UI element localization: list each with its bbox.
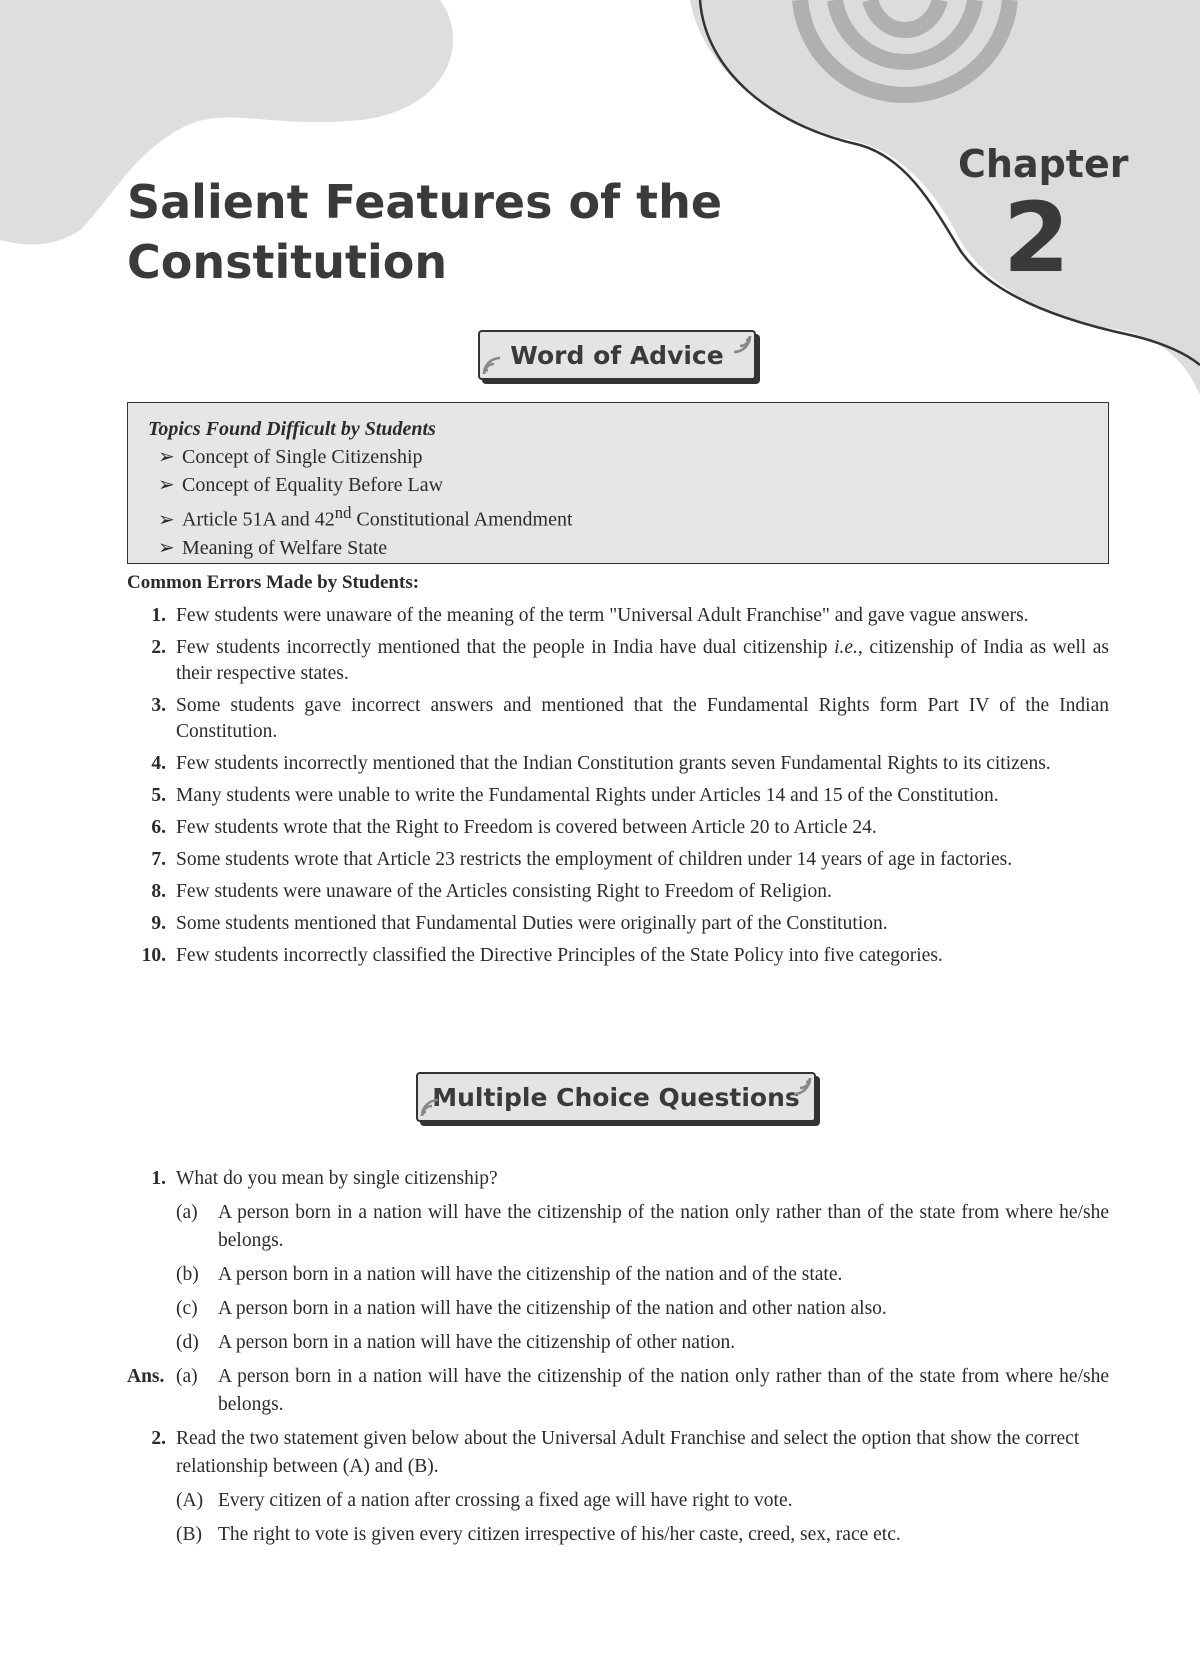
question-1 xyxy=(127,1165,1109,1193)
statement-letter: (A) xyxy=(176,1490,204,1511)
chapter-label: Chapter xyxy=(958,142,1129,186)
topic-text: Meaning of Welfare State xyxy=(182,536,388,559)
item-text: Few students were unaware of the meaning of the term "Universal Adult Franchise" and gave vague answers. xyxy=(176,605,1029,626)
question-text: What do you mean by single citizenship? xyxy=(176,1168,498,1189)
topic-text: Concept of Equality Before Law xyxy=(182,474,444,496)
item-text: Some students wrote that Article 23 restricts the employment of children under 14 years of age in factories. xyxy=(176,849,1013,870)
word-of-advice-heading xyxy=(478,330,756,380)
text-segment: Few students incorrectly mentioned that the people in India have dual citizenship xyxy=(176,637,835,658)
question-text: Read the two statement given below about the Universal Adult Franchise and select the option that show the correct relationship between (A) and (B). xyxy=(176,1428,1080,1477)
statement-b xyxy=(127,1521,1109,1549)
option-letter: (d) xyxy=(176,1332,199,1353)
option-letter: (b) xyxy=(176,1264,199,1285)
item-number: 8. xyxy=(151,881,166,902)
statement-text: Every citizen of a nation after crossing a fixed age will have right to vote. xyxy=(218,1490,793,1511)
item-text: Few students incorrectly classified the Directive Principles of the State Policy into five categories. xyxy=(176,945,943,966)
question-number: 1. xyxy=(151,1168,166,1189)
option-text: A person born in a nation will have the citizenship of the nation and other nation also. xyxy=(218,1298,887,1319)
question-2 xyxy=(127,1425,1109,1481)
text-segment: citizenship of India as well as their respective states. xyxy=(176,637,1109,684)
list-item xyxy=(127,603,1109,629)
option-d xyxy=(127,1329,1109,1357)
list-item xyxy=(127,847,1109,873)
item-text: Few students incorrectly mentioned that the Indian Constitution grants seven Fundamental Rights to its citizens. xyxy=(176,753,1051,774)
item-number: 2. xyxy=(151,637,166,658)
option-c xyxy=(127,1295,1109,1323)
signal-waves-icon xyxy=(482,350,508,376)
page-title-line-2: Constitution xyxy=(127,235,448,289)
common-errors-heading: Common Errors Made by Students: xyxy=(127,572,420,593)
answer-text: A person born in a nation will have the citizenship of the nation only rather than of the state from where he/she belongs. xyxy=(218,1366,1109,1415)
answer-label: Ans. xyxy=(127,1366,165,1387)
item-number: 6. xyxy=(151,817,166,838)
page-title-line-1: Salient Features of the xyxy=(127,175,723,229)
common-errors-list xyxy=(127,603,1109,975)
topic-text: Article 51A and 42 xyxy=(182,508,335,531)
item-text: Few students were unaware of the Articles consisting Right to Freedom of Religion. xyxy=(176,881,832,902)
option-letter: (a) xyxy=(176,1202,198,1223)
item-text: Few students wrote that the Right to Freedom is covered between Article 20 to Article 24. xyxy=(176,817,877,838)
mcq-section xyxy=(127,1165,1109,1555)
difficult-topics-box xyxy=(127,402,1109,564)
list-item xyxy=(158,499,1088,534)
difficult-topics-list xyxy=(148,443,1088,562)
option-a xyxy=(127,1199,1109,1255)
chapter-number: 2 xyxy=(1003,182,1070,294)
page-title xyxy=(127,172,747,292)
answer-letter: (a) xyxy=(176,1366,198,1387)
list-item xyxy=(127,693,1109,745)
item-text xyxy=(176,635,1109,687)
item-text: Many students were unable to write the Fundamental Rights under Articles 14 and 15 of the Constitution. xyxy=(176,785,999,806)
difficult-topics-title: Topics Found Difficult by Students xyxy=(148,418,436,440)
statement-letter: (B) xyxy=(176,1524,202,1545)
statement-text: The right to vote is given every citizen irrespective of his/her caste, creed, sex, race etc. xyxy=(218,1524,901,1545)
arrowhead-bullet-icon: ➢ xyxy=(158,508,175,531)
list-item xyxy=(127,635,1109,687)
list-item xyxy=(127,879,1109,905)
superscript: nd xyxy=(334,503,352,522)
signal-waves-icon xyxy=(726,334,752,360)
topic-text: Constitutional Amendment xyxy=(351,508,573,531)
item-number: 10. xyxy=(141,945,166,966)
list-item xyxy=(127,911,1109,937)
option-text: A person born in a nation will have the citizenship of the nation and of the state. xyxy=(218,1264,843,1285)
item-number: 9. xyxy=(151,913,166,934)
option-text: A person born in a nation will have the citizenship of the nation only rather than of the state from where he/she belongs. xyxy=(218,1202,1109,1251)
arrowhead-bullet-icon: ➢ xyxy=(158,446,175,468)
item-number: 5. xyxy=(151,785,166,806)
list-item xyxy=(158,443,1088,471)
list-item xyxy=(127,783,1109,809)
option-b xyxy=(127,1261,1109,1289)
option-letter: (c) xyxy=(176,1298,198,1319)
italic-segment: i.e., xyxy=(834,637,863,658)
mcq-heading-text: Multiple Choice Questions xyxy=(432,1082,800,1112)
option-text: A person born in a nation will have the citizenship of other nation. xyxy=(218,1332,736,1353)
statement-a xyxy=(127,1487,1109,1515)
arrowhead-bullet-icon: ➢ xyxy=(158,474,175,496)
item-text: Some students mentioned that Fundamental Duties were originally part of the Constitution. xyxy=(176,913,888,934)
answer-1 xyxy=(127,1363,1109,1419)
topic-text: Concept of Single Citizenship xyxy=(182,446,423,468)
item-number: 3. xyxy=(151,695,166,716)
word-of-advice-heading-text: Word of Advice xyxy=(510,340,724,370)
item-number: 1. xyxy=(151,605,166,626)
signal-waves-icon xyxy=(786,1076,812,1102)
list-item xyxy=(158,534,1088,562)
mcq-heading xyxy=(416,1072,816,1122)
list-item xyxy=(158,471,1088,499)
top-right-blob xyxy=(690,0,1200,395)
question-number: 2. xyxy=(151,1428,166,1449)
list-item xyxy=(127,815,1109,841)
item-number: 4. xyxy=(151,753,166,774)
list-item xyxy=(127,943,1109,969)
signal-waves-icon xyxy=(420,1092,446,1118)
list-item xyxy=(127,751,1109,777)
item-number: 7. xyxy=(151,849,166,870)
arrowhead-bullet-icon: ➢ xyxy=(158,536,175,559)
item-text: Some students gave incorrect answers and mentioned that the Fundamental Rights form Part IV of the Indian Constitution. xyxy=(176,695,1109,742)
